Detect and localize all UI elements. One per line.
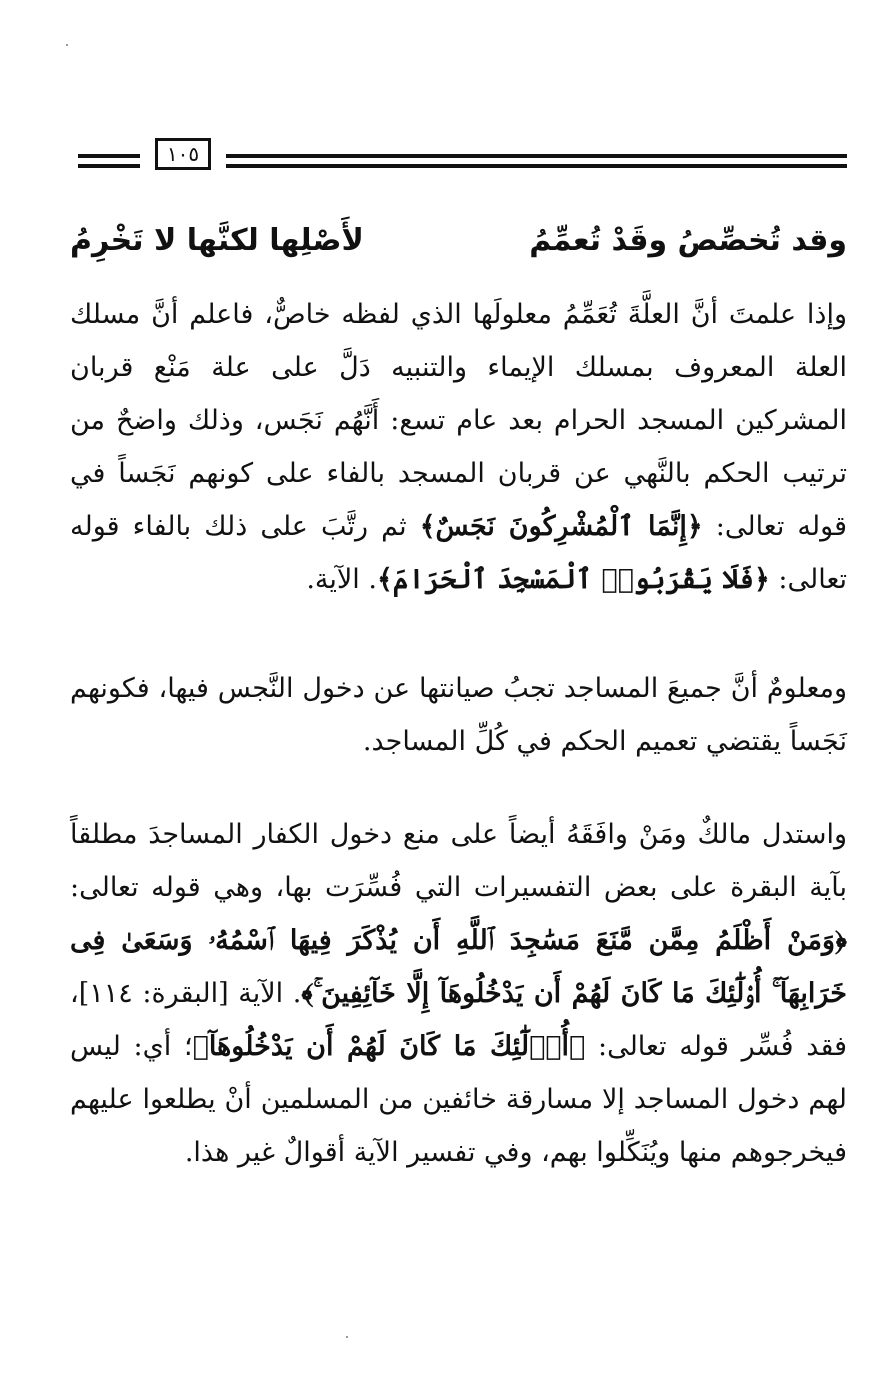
paragraph-text: واستدل مالكٌ ومَنْ وافَقَهُ أيضاً على منع دخول الكفار المساجدَ مطلقاً بآية البقرة على بعض التفسيرات التي فُسِّرَت بها، وهي قوله تعالى: xyxy=(70,819,847,903)
header-rule-left xyxy=(78,164,140,168)
paragraph-text: وإذا علمتَ أنَّ العلَّةَ تُعَمِّمُ معلولَها الذي لفظه خاصٌّ، فاعلم أنَّ مسلك العلة المعروف بمسلك الإيماء والتنبيه دَلَّ على علة مَنْع قربان المشركين المسجد الحرام بعد عام تسع: أَنَّهُم نَجَس، وذلك واضحٌ من ترتيب الحكم بالنَّهي عن قربان المسجد بالفاء على كونهم نَجَساً في قوله تعالى: xyxy=(70,299,847,542)
page-number-box xyxy=(155,138,211,170)
quran-quote: ﴿وَمَنْ أَظْلَمُ مِمَّن مَّنَعَ مَسَٰجِدَ ٱللَّهِ أَن يُذْكَرَ فِيهَا ٱسْمُهُۥ وَسَعَىٰ فِى خَرَابِهَآ ۚ أُو۟لَٰٓئِكَ مَا كَانَ لَهُمْ أَن يَدْخُلُوهَآ إِلَّا خَآئِفِينَ ۚ﴾ xyxy=(70,925,847,1009)
header-rule-right xyxy=(226,154,847,158)
page-number: ١٠٥ xyxy=(166,142,200,166)
header-rule-left xyxy=(78,154,140,158)
page-header xyxy=(70,138,847,182)
quran-quote: ﴿أُو۟لَٰٓئِكَ مَا كَانَ لَهُمْ أَن يَدْخُلُوهَآ﴾ xyxy=(192,1031,586,1062)
header-rule-right xyxy=(226,164,847,168)
paragraph xyxy=(70,808,847,1179)
paragraph xyxy=(70,288,847,606)
poem-verse xyxy=(70,214,847,268)
paragraph-text: ؛ أي: ليس لهم دخول المساجد إلا مسارقة خائفين من المسلمين أنْ يطلعوا عليهم فيخرجوهم منها ويُنَكِّلوا بهم، وفي تفسير الآية أقوالٌ غير هذا. xyxy=(70,1031,847,1168)
quran-quote: ﴿فَلَا يَقْرَبُوا۟ ٱلْمَسْجِدَ ٱلْحَرَامَ﴾ xyxy=(376,564,770,595)
quran-quote: ﴿إِنَّمَا ٱلْمُشْرِكُونَ نَجَسٌ﴾ xyxy=(419,511,703,542)
verse-second-hemistich: لأَصْلِها لكنَّها لا تَخْرِمُ xyxy=(70,223,364,258)
paragraph-text: . الآية [البقرة: ١١٤]، فقد فُسِّر قوله تعالى: xyxy=(70,978,848,1062)
paragraph-text: ومعلومٌ أنَّ جميعَ المساجد تجبُ صيانتها عن دخول النَّجس فيها، فكونهم نَجَساً يقتضي تعميم الحكم في كُلِّ المساجد. xyxy=(70,673,847,757)
verse-first-hemistich: وقد تُخصِّصُ وقَدْ تُعمِّمُ xyxy=(529,223,847,258)
paragraph-text: ثم رتَّبَ على ذلك بالفاء قوله تعالى: xyxy=(70,511,847,595)
paragraph-text: . الآية. xyxy=(306,564,377,595)
scan-speck xyxy=(346,1336,348,1338)
scan-speck xyxy=(66,44,68,46)
paragraph xyxy=(70,662,847,768)
